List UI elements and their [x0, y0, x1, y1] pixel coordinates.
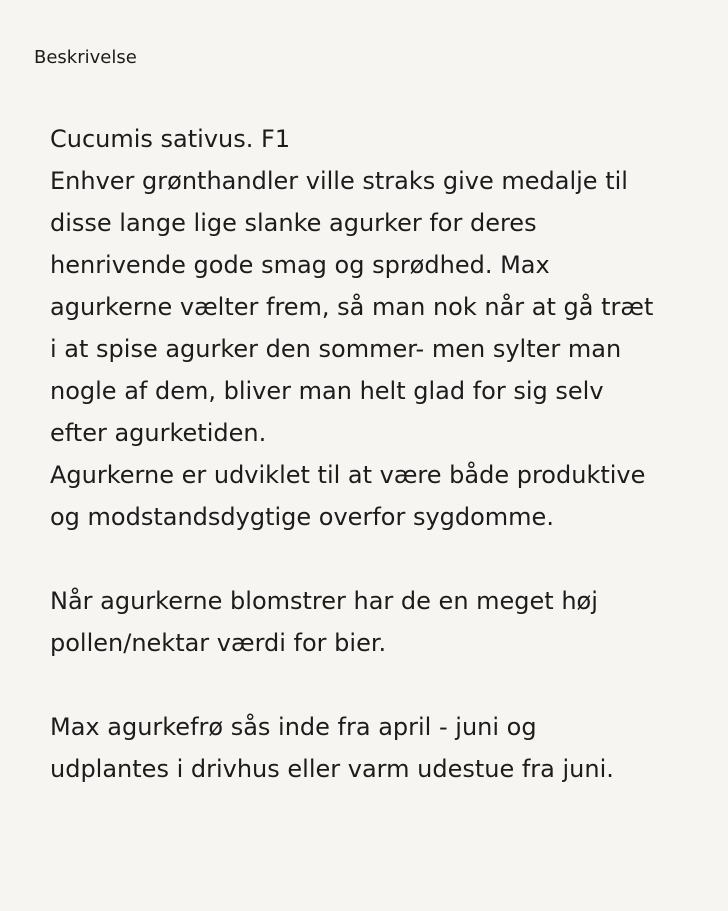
description-line: nogle af dem, bliver man helt glad for sig selv: [50, 377, 604, 405]
description-line: udplantes i drivhus eller varm udestue fra juni.: [50, 755, 614, 783]
description-paragraph-2: [50, 580, 710, 664]
description-body: [50, 118, 710, 790]
description-line: Max agurkefrø sås inde fra april - juni og: [50, 713, 537, 741]
description-line: i at spise agurker den sommer- men sylter man: [50, 335, 622, 363]
paragraph-spacer: [50, 538, 710, 580]
description-line: pollen/nektar værdi for bier.: [50, 629, 387, 657]
description-line: disse lange lige slanke agurker for deres: [50, 209, 537, 237]
description-line: agurkerne vælter frem, så man nok når at gå træt: [50, 293, 654, 321]
description-paragraph-3: [50, 706, 710, 790]
description-line: Agurkerne er udviklet til at være både produktive: [50, 461, 646, 489]
section-heading-description: Beskrivelse: [34, 47, 137, 68]
description-line: Enhver grønthandler ville straks give medalje til: [50, 167, 628, 195]
description-line: henrivende gode smag og sprødhed. Max: [50, 251, 550, 279]
description-line: og modstandsdygtige overfor sygdomme.: [50, 503, 554, 531]
description-line: Når agurkerne blomstrer har de en meget høj: [50, 587, 598, 615]
paragraph-spacer: [50, 664, 710, 706]
description-line: Cucumis sativus. F1: [50, 125, 291, 153]
description-line: efter agurketiden.: [50, 419, 267, 447]
description-paragraph-1: [50, 118, 710, 538]
